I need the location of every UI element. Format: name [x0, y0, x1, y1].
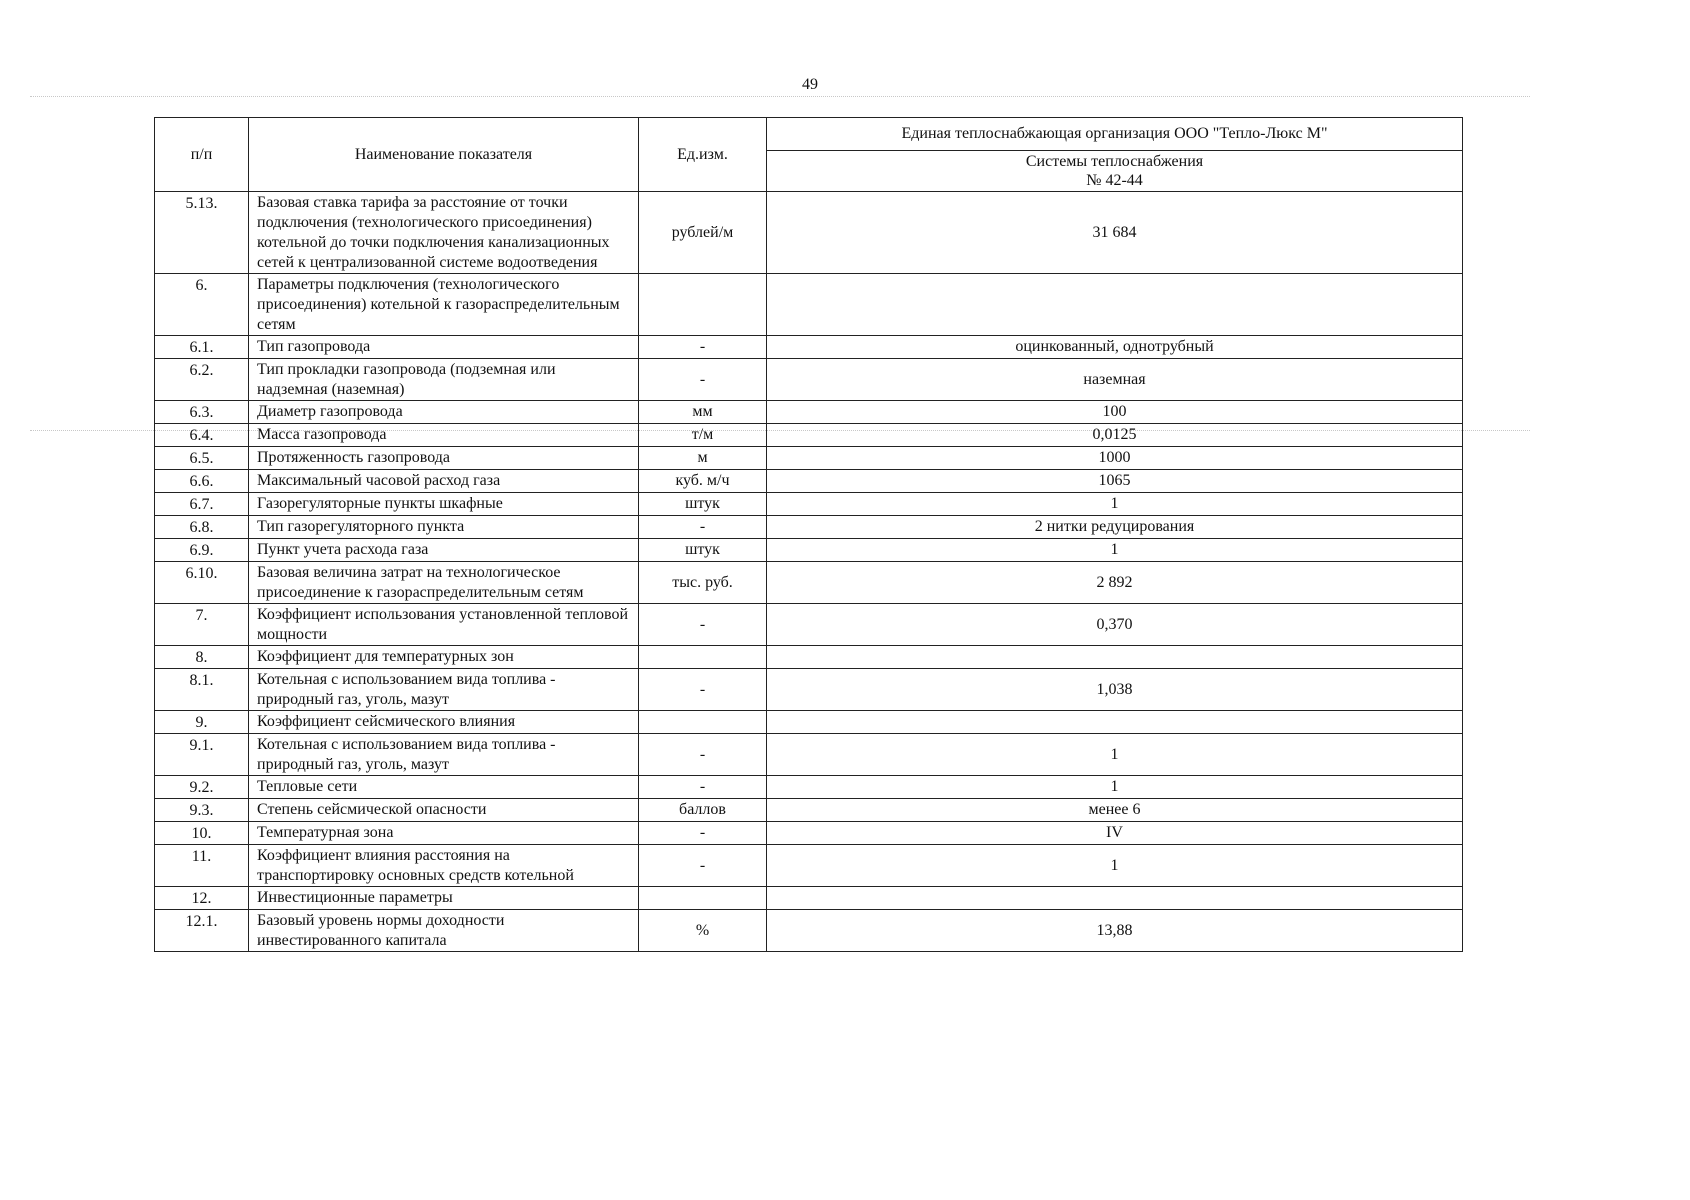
row-value: 100	[767, 401, 1463, 424]
row-value: 2 нитки редуцирования	[767, 516, 1463, 539]
row-name: Максимальный часовой расход газа	[249, 470, 639, 493]
row-number: 7.	[155, 604, 249, 646]
row-name: Коэффициент влияния расстояния на транспортировку основных средств котельной	[249, 845, 639, 887]
row-value: 1,038	[767, 669, 1463, 711]
table-row	[155, 711, 1463, 734]
row-number: 6.5.	[155, 447, 249, 470]
row-unit: -	[639, 336, 767, 359]
row-name: Температурная зона	[249, 822, 639, 845]
row-unit: баллов	[639, 799, 767, 822]
row-value: 1065	[767, 470, 1463, 493]
row-value: 2 892	[767, 562, 1463, 604]
table-row	[155, 604, 1463, 646]
page-number: 49	[802, 76, 818, 93]
row-number: 9.1.	[155, 734, 249, 776]
row-number: 6.10.	[155, 562, 249, 604]
row-name: Тип прокладки газопровода (подземная или надземная (наземная)	[249, 359, 639, 401]
row-name: Диаметр газопровода	[249, 401, 639, 424]
table-row	[155, 799, 1463, 822]
row-value: 1000	[767, 447, 1463, 470]
row-value: 1	[767, 734, 1463, 776]
table-row	[155, 669, 1463, 711]
row-unit: м	[639, 447, 767, 470]
row-unit: тыс. руб.	[639, 562, 767, 604]
row-value: 0,0125	[767, 424, 1463, 447]
table-row	[155, 470, 1463, 493]
row-value	[767, 887, 1463, 910]
row-number: 9.2.	[155, 776, 249, 799]
row-value: 31 684	[767, 192, 1463, 274]
row-name: Базовый уровень нормы доходности инвестированного капитала	[249, 910, 639, 952]
row-number: 6.1.	[155, 336, 249, 359]
table-row	[155, 776, 1463, 799]
header-systems	[767, 151, 1463, 192]
row-value: 1	[767, 845, 1463, 887]
row-unit: -	[639, 669, 767, 711]
row-number: 8.	[155, 646, 249, 669]
row-value: 1	[767, 539, 1463, 562]
row-name: Степень сейсмической опасности	[249, 799, 639, 822]
row-unit: -	[639, 359, 767, 401]
row-number: 12.	[155, 887, 249, 910]
row-name: Базовая ставка тарифа за расстояние от точки подключения (технологического присоединения) котельной до точки подключения канализационных сетей к централизованной системе водоотведения	[249, 192, 639, 274]
table-header	[155, 118, 1463, 192]
row-number: 5.13.	[155, 192, 249, 274]
table-row	[155, 646, 1463, 669]
row-value	[767, 274, 1463, 336]
row-unit: куб. м/ч	[639, 470, 767, 493]
row-name: Инвестиционные параметры	[249, 887, 639, 910]
row-number: 11.	[155, 845, 249, 887]
table-row	[155, 424, 1463, 447]
row-name: Масса газопровода	[249, 424, 639, 447]
row-number: 6.2.	[155, 359, 249, 401]
row-name: Пункт учета расхода газа	[249, 539, 639, 562]
row-unit: -	[639, 516, 767, 539]
row-number: 12.1.	[155, 910, 249, 952]
table-row	[155, 910, 1463, 952]
row-number: 6.4.	[155, 424, 249, 447]
scan-artifact-line	[30, 96, 1530, 97]
table-row	[155, 822, 1463, 845]
row-unit	[639, 274, 767, 336]
row-unit: -	[639, 845, 767, 887]
row-value: менее 6	[767, 799, 1463, 822]
header-num: п/п	[155, 118, 249, 192]
table-row	[155, 447, 1463, 470]
row-unit	[639, 711, 767, 734]
row-unit: штук	[639, 493, 767, 516]
row-number: 6.7.	[155, 493, 249, 516]
table-row	[155, 539, 1463, 562]
row-name: Базовая величина затрат на технологическое присоединение к газораспределительным сетям	[249, 562, 639, 604]
table-row	[155, 359, 1463, 401]
row-value: IV	[767, 822, 1463, 845]
row-unit: -	[639, 822, 767, 845]
row-value: 0,370	[767, 604, 1463, 646]
row-unit: -	[639, 604, 767, 646]
header-systems-line2: № 42-44	[1086, 172, 1143, 189]
table-row	[155, 336, 1463, 359]
table-row	[155, 192, 1463, 274]
row-number: 6.	[155, 274, 249, 336]
table-row	[155, 734, 1463, 776]
tariff-parameters-table	[154, 117, 1463, 952]
header-organization: Единая теплоснабжающая организация ООО "Тепло-Люкс М"	[767, 118, 1463, 151]
row-name: Коэффициент использования установленной тепловой мощности	[249, 604, 639, 646]
row-unit	[639, 887, 767, 910]
row-number: 6.6.	[155, 470, 249, 493]
header-unit: Ед.изм.	[639, 118, 767, 192]
row-name: Котельная с использованием вида топлива - природный газ, уголь, мазут	[249, 669, 639, 711]
table-row	[155, 887, 1463, 910]
row-unit: рублей/м	[639, 192, 767, 274]
row-value: наземная	[767, 359, 1463, 401]
table-body	[155, 192, 1463, 952]
row-name: Коэффициент сейсмического влияния	[249, 711, 639, 734]
row-unit: т/м	[639, 424, 767, 447]
header-name: Наименование показателя	[249, 118, 639, 192]
row-name: Котельная с использованием вида топлива - природный газ, уголь, мазут	[249, 734, 639, 776]
table-row	[155, 274, 1463, 336]
row-number: 6.3.	[155, 401, 249, 424]
row-value	[767, 646, 1463, 669]
row-name: Тип газорегуляторного пункта	[249, 516, 639, 539]
row-unit	[639, 646, 767, 669]
row-number: 8.1.	[155, 669, 249, 711]
row-value	[767, 711, 1463, 734]
row-value: оцинкованный, однотрубный	[767, 336, 1463, 359]
table-row	[155, 845, 1463, 887]
row-value: 13,88	[767, 910, 1463, 952]
row-value: 1	[767, 493, 1463, 516]
row-unit: мм	[639, 401, 767, 424]
row-name: Газорегуляторные пункты шкафные	[249, 493, 639, 516]
row-unit: штук	[639, 539, 767, 562]
header-systems-line1: Системы теплоснабжения	[1025, 153, 1204, 170]
table-row	[155, 493, 1463, 516]
row-name: Тип газопровода	[249, 336, 639, 359]
table-row	[155, 401, 1463, 424]
table-row	[155, 562, 1463, 604]
row-name: Коэффициент для температурных зон	[249, 646, 639, 669]
row-number: 9.3.	[155, 799, 249, 822]
row-unit: -	[639, 734, 767, 776]
table-row	[155, 516, 1463, 539]
row-number: 6.8.	[155, 516, 249, 539]
row-value: 1	[767, 776, 1463, 799]
row-number: 9.	[155, 711, 249, 734]
row-name: Параметры подключения (технологического присоединения) котельной к газораспределительным сетям	[249, 274, 639, 336]
row-number: 6.9.	[155, 539, 249, 562]
row-unit: -	[639, 776, 767, 799]
row-name: Тепловые сети	[249, 776, 639, 799]
row-number: 10.	[155, 822, 249, 845]
row-name: Протяженность газопровода	[249, 447, 639, 470]
row-unit: %	[639, 910, 767, 952]
